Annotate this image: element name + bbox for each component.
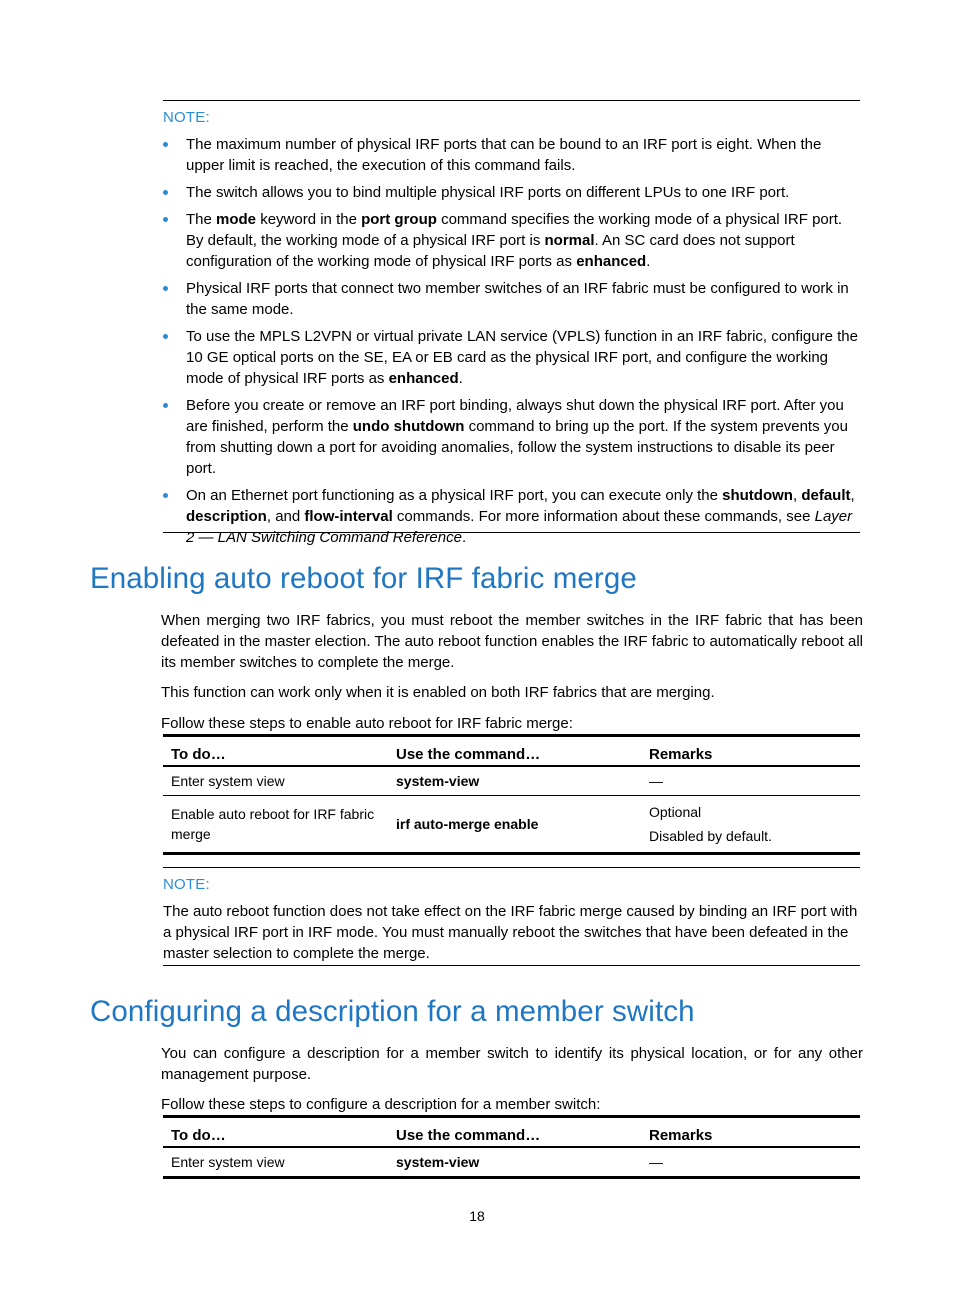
section-heading: Enabling auto reboot for IRF fabric merge: [90, 562, 637, 595]
bullet-dot-icon: [163, 286, 168, 291]
table-header-row: [163, 736, 860, 766]
keyword: undo shutdown: [352, 418, 465, 435]
command-cell: irf auto-merge enable: [388, 796, 641, 854]
keyword: description: [186, 508, 267, 525]
page-number: 18: [469, 1208, 485, 1224]
todo-cell: Enter system view: [163, 1147, 388, 1178]
paragraph: Follow these steps to configure a description for a member switch:: [161, 1096, 601, 1113]
keyword: mode: [216, 211, 257, 228]
note-bullet-item: [163, 485, 860, 548]
command-cell: system-view: [388, 1147, 641, 1178]
text-run: commands. For more information about these commands, see: [392, 508, 815, 525]
note-list: [163, 134, 860, 548]
text-run: On an Ethernet port functioning as a physical IRF port, you can execute only the: [186, 487, 723, 504]
note-bullet-item: [163, 278, 860, 320]
bullet-dot-icon: [163, 142, 168, 147]
reference-title: Layer 2 — LAN Switching Command Reference: [186, 508, 853, 546]
text-run: .: [461, 529, 467, 546]
table-row: [163, 766, 860, 796]
text-run: The: [186, 211, 217, 228]
text-run: command specifies the working mode of a physical IRF port. By default, the working mode of a physical IRF port is: [186, 211, 843, 249]
text-run: command to bring up the port. If the system prevents you from shutting down a port for avoiding anomalies, follow the system instructions to disable its peer port.: [186, 418, 848, 477]
paragraph: This function can work only when it is enabled on both IRF fabrics that are merging.: [161, 684, 715, 701]
table-header-row: [163, 1117, 860, 1147]
text-run: The switch allows you to bind multiple physical IRF ports on different LPUs to one IRF port.: [186, 184, 790, 201]
paragraph: When merging two IRF fabrics, you must reboot the member switches in the IRF fabric that has been defeated in the master election. The auto reboot function enables the IRF fabric to automatically reboot all its member switches to complete the merge.: [161, 612, 863, 671]
keyword: port group: [361, 211, 437, 228]
column-header: To do…: [163, 736, 388, 766]
note-bullet-item: [163, 326, 860, 389]
column-header: Use the command…: [388, 736, 641, 766]
text-run: To use the MPLS L2VPN or virtual private LAN service (VPLS) function in an IRF fabric, configure the 10 GE optical ports on the SE, EA or EB card as the physical IRF port, and configure the working mode of physical IRF ports as: [186, 328, 858, 387]
note-label: NOTE:: [163, 876, 210, 893]
text-run: ,: [792, 487, 802, 504]
text-run: ,: [850, 487, 855, 504]
text-run: , and: [266, 508, 305, 525]
text-run: Physical IRF ports that connect two member switches of an IRF fabric must be configured to work in the same mode.: [186, 280, 849, 318]
command-table: [163, 734, 860, 855]
paragraph: Follow these steps to enable auto reboot for IRF fabric merge:: [161, 715, 573, 732]
keyword: shutdown: [722, 487, 793, 504]
keyword: normal: [544, 232, 595, 249]
text-run: . An SC card does not support configuration of the working mode of physical IRF ports as: [186, 232, 795, 270]
note-label: NOTE:: [163, 109, 210, 126]
note-body: The auto reboot function does not take effect on the IRF fabric merge caused by binding an IRF port with a physical IRF port in IRF mode. You must manually reboot the switches that have been defeated in the master selection to complete the merge.: [163, 903, 858, 962]
keyword: flow-interval: [304, 508, 393, 525]
remarks-cell: —: [641, 1147, 860, 1178]
note-box-1: [163, 100, 860, 546]
todo-cell: Enable auto reboot for IRF fabric merge: [163, 796, 388, 854]
text-run: The maximum number of physical IRF ports that can be bound to an IRF port is eight. When the upper limit is reached, the execution of this command fails.: [186, 136, 822, 174]
keyword: enhanced: [388, 370, 459, 387]
bullet-dot-icon: [163, 190, 168, 195]
keyword: default: [801, 487, 851, 504]
column-header: Remarks: [641, 1117, 860, 1147]
bullet-dot-icon: [163, 493, 168, 498]
remark-line: Disabled by default.: [649, 828, 772, 844]
text-run: Before you create or remove an IRF port binding, always shut down the physical IRF port. After you are finished, perform the: [186, 397, 844, 435]
remarks-cell: —: [641, 766, 860, 796]
command-table: [163, 1115, 860, 1179]
note-bullet-item: [163, 395, 860, 479]
command-cell: system-view: [388, 766, 641, 796]
paragraph: You can configure a description for a member switch to identify its physical location, or for any other management purpose.: [161, 1045, 863, 1083]
section-heading: Configuring a description for a member switch: [90, 995, 695, 1028]
table-row: [163, 796, 860, 854]
column-header: Remarks: [641, 736, 860, 766]
note-box-2: [163, 867, 860, 966]
text-run: .: [646, 253, 651, 270]
bullet-dot-icon: [163, 217, 168, 222]
keyword: enhanced: [576, 253, 647, 270]
bullet-dot-icon: [163, 403, 168, 408]
text-run: keyword in the: [256, 211, 362, 228]
table-row: [163, 1147, 860, 1178]
note-bullet-item: [163, 134, 860, 176]
note-bullet-item: [163, 182, 860, 203]
text-run: .: [458, 370, 463, 387]
remark-line: Optional: [649, 804, 702, 820]
remarks-cell: [641, 796, 860, 854]
bullet-dot-icon: [163, 334, 168, 339]
note-bullet-item: [163, 209, 860, 272]
todo-cell: Enter system view: [163, 766, 388, 796]
column-header: To do…: [163, 1117, 388, 1147]
column-header: Use the command…: [388, 1117, 641, 1147]
